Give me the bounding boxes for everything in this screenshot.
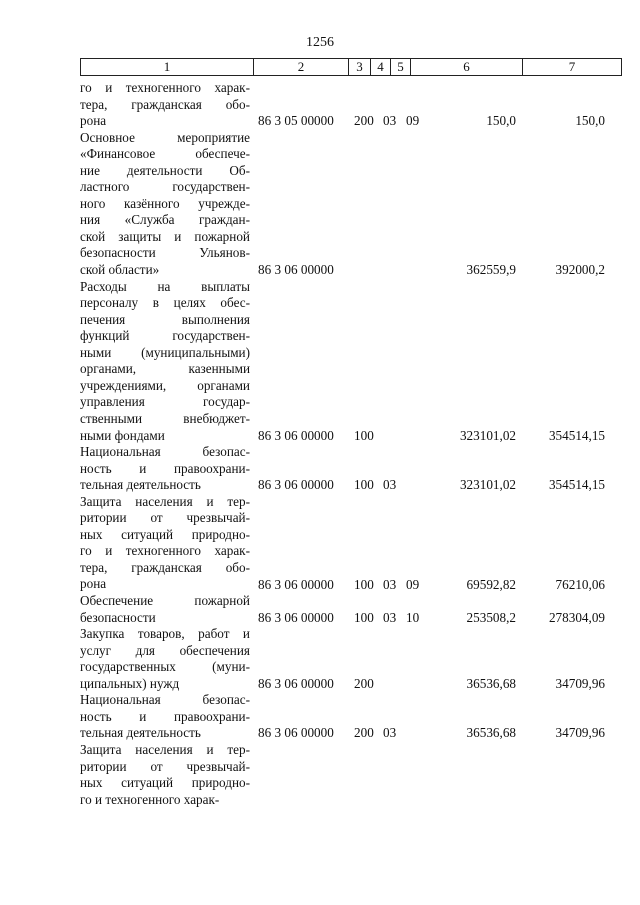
row-name	[80, 626, 250, 692]
row-value-col6: 36536,68	[466, 675, 516, 691]
table-row	[80, 80, 622, 130]
row-value-col7: 34709,96	[555, 725, 605, 741]
row-value-col7: 150,0	[575, 113, 605, 129]
row-code: 86 3 06 00000	[258, 576, 334, 592]
row-name	[80, 692, 250, 742]
row-name-line: рона	[80, 576, 107, 592]
row-expense-type: 200	[354, 725, 374, 741]
row-name	[80, 494, 250, 593]
table-row	[80, 692, 622, 742]
row-section: 03	[383, 576, 397, 592]
row-name-line: ние деятельности Об-	[80, 162, 250, 178]
row-section: 03	[383, 477, 397, 493]
table-row	[80, 279, 622, 445]
row-name-line: ных ситуаций природно-	[80, 775, 250, 791]
row-value-col7: 278304,09	[548, 609, 605, 625]
table-row	[80, 444, 622, 494]
column-header-6: 6	[410, 59, 522, 75]
table-row	[80, 130, 622, 279]
row-name-line: тельная деятельность	[80, 725, 201, 741]
table-row	[80, 742, 622, 808]
row-expense-type: 100	[354, 576, 374, 592]
row-expense-type: 100	[354, 427, 374, 443]
row-name-line: Расходы на выплаты	[80, 278, 250, 294]
row-name	[80, 444, 250, 494]
row-value-col7: 392000,2	[555, 262, 605, 278]
row-name-line: «Финансовое обеспече-	[80, 146, 250, 162]
row-name-line: безопасности	[80, 609, 156, 625]
row-value-col7: 34709,96	[555, 675, 605, 691]
row-name-line: ния «Служба граждан-	[80, 212, 250, 228]
row-name-line: го и техногенного харак-	[80, 791, 220, 807]
row-name-line: ность и правоохрани-	[80, 708, 250, 724]
page-number: 1256	[306, 35, 334, 50]
row-name	[80, 80, 250, 130]
row-value-col6: 69592,82	[466, 576, 516, 592]
row-value-col6: 323101,02	[459, 477, 516, 493]
row-value-col6: 150,0	[486, 113, 516, 129]
row-name-line: ципальных) нужд	[80, 675, 180, 691]
row-name	[80, 742, 250, 808]
row-name-line: функций государствен-	[80, 328, 250, 344]
row-name-line: ных ситуаций природно-	[80, 526, 250, 542]
row-name-line: ного казённого учрежде-	[80, 195, 250, 211]
row-code: 86 3 06 00000	[258, 725, 334, 741]
row-name-line: го и техногенного харак-	[80, 543, 250, 559]
table-header	[80, 58, 622, 76]
row-name-line: ской защиты и пожарной	[80, 228, 250, 244]
row-name	[80, 593, 250, 626]
table-row	[80, 626, 622, 692]
row-section: 03	[383, 725, 397, 741]
row-name-line: печения выполнения	[80, 311, 250, 327]
row-expense-type: 100	[354, 477, 374, 493]
row-name-line: Национальная безопас-	[80, 692, 250, 708]
row-name-line: ской области»	[80, 262, 160, 278]
column-header-2: 2	[253, 59, 348, 75]
row-subsection: 10	[406, 609, 420, 625]
row-name-line: тельная деятельность	[80, 477, 201, 493]
row-name-line: безопасности Ульянов-	[80, 245, 250, 261]
row-name-line: ность и правоохрани-	[80, 460, 250, 476]
row-value-col6: 323101,02	[459, 427, 516, 443]
column-header-7: 7	[522, 59, 621, 75]
row-name-line: услуг для обеспечения	[80, 642, 250, 658]
row-value-col7: 354514,15	[548, 477, 605, 493]
row-name-line: го и техногенного харак-	[80, 80, 250, 95]
row-name-line: Национальная безопас-	[80, 444, 250, 460]
row-subsection: 09	[406, 113, 420, 129]
row-code: 86 3 06 00000	[258, 477, 334, 493]
row-code: 86 3 06 00000	[258, 427, 334, 443]
column-header-3: 3	[348, 59, 370, 75]
row-name-line: ными фондами	[80, 427, 165, 443]
row-name-line: рона	[80, 113, 107, 129]
row-name-line: тера, гражданская обо-	[80, 559, 250, 575]
row-section: 03	[383, 609, 397, 625]
row-name-line: Защита населения и тер-	[80, 742, 250, 757]
row-name-line: ритории от чрезвычай-	[80, 510, 250, 526]
row-code: 86 3 06 00000	[258, 609, 334, 625]
column-header-5: 5	[390, 59, 410, 75]
column-header-4: 4	[370, 59, 390, 75]
row-name-line: Защита населения и тер-	[80, 493, 250, 509]
row-value-col6: 362559,9	[466, 262, 516, 278]
row-name-line: Обеспечение пожарной	[80, 593, 250, 609]
row-value-col7: 354514,15	[548, 427, 605, 443]
row-subsection: 09	[406, 576, 420, 592]
row-expense-type: 200	[354, 675, 374, 691]
row-name-line: ными (муниципальными)	[80, 344, 250, 360]
column-header-1: 1	[163, 59, 171, 74]
row-value-col6: 36536,68	[466, 725, 516, 741]
row-name-line: Основное мероприятие	[80, 129, 250, 145]
row-name-line: ритории от чрезвычай-	[80, 758, 250, 774]
table-row	[80, 494, 622, 593]
row-name	[80, 279, 250, 444]
row-value-col6: 253508,2	[466, 609, 516, 625]
row-expense-type: 100	[354, 609, 374, 625]
row-name-line: государственных (муни-	[80, 659, 250, 675]
row-name-line: персоналу в целях обес-	[80, 295, 250, 311]
row-value-col7: 76210,06	[555, 576, 605, 592]
row-name-line: органами, казенными	[80, 361, 250, 377]
row-name	[80, 130, 250, 279]
row-name-line: тера, гражданская обо-	[80, 96, 250, 112]
row-name-line: ластного государствен-	[80, 179, 250, 195]
row-name-line: ственными внебюджет-	[80, 410, 250, 426]
row-name-line: Закупка товаров, работ и	[80, 626, 250, 642]
row-code: 86 3 06 00000	[258, 262, 334, 278]
row-code: 86 3 05 00000	[258, 113, 334, 129]
row-code: 86 3 06 00000	[258, 675, 334, 691]
row-name-line: учреждениями, органами	[80, 377, 250, 393]
table-row	[80, 593, 622, 626]
row-section: 03	[383, 113, 397, 129]
row-name-line: управления государ-	[80, 394, 250, 410]
row-expense-type: 200	[354, 113, 374, 129]
